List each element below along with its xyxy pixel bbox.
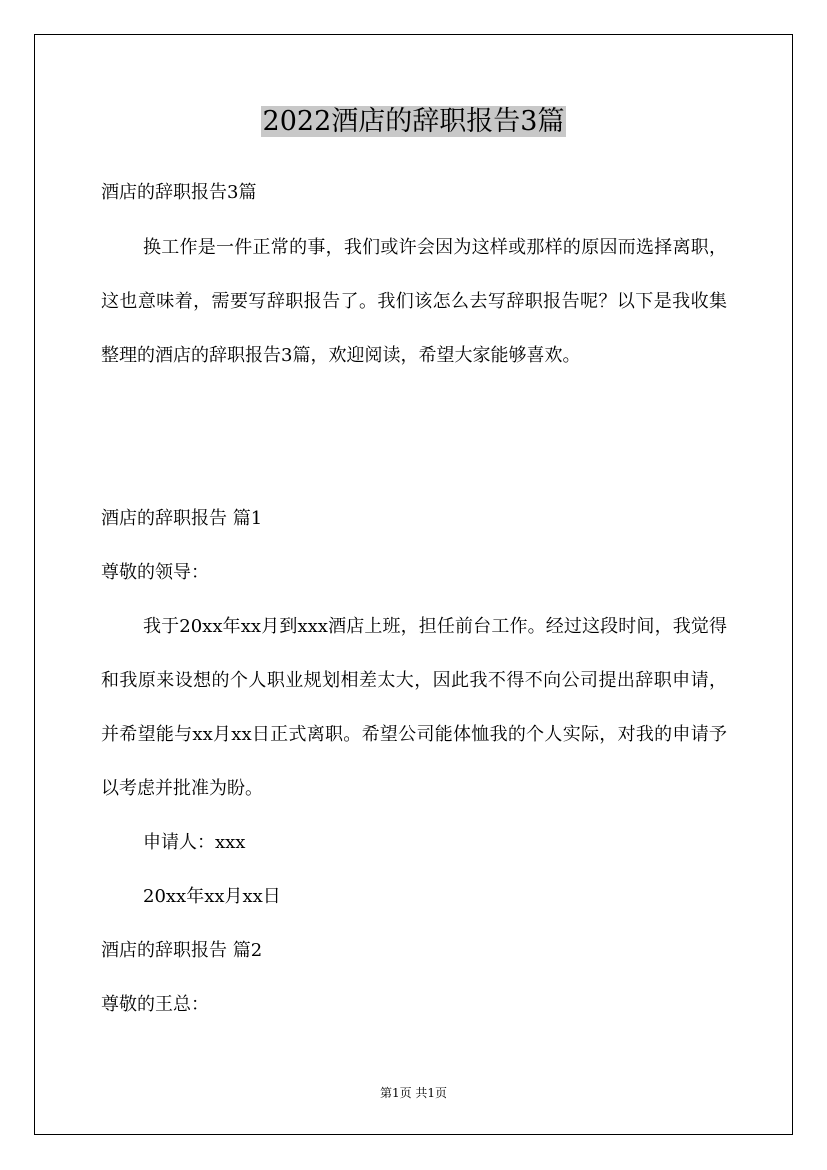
section-1-date: 20xx年xx月xx日 xyxy=(143,886,281,907)
document-title xyxy=(0,102,827,142)
page-footer: 第1页 共1页 xyxy=(379,1086,448,1100)
intro-paragraph: 换工作是一件正常的事，我们或许会因为这样或那样的原因而选择离职，这也意味着，需要写辞职报告了。我们该怎么去写辞职报告呢？以下是我收集整理的酒店的辞职报告3篇，欢迎阅读，希望大家能够喜欢。 xyxy=(101,237,727,366)
document-title-text: 2022酒店的辞职报告3篇 xyxy=(262,106,565,137)
section-1-applicant: 申请人：xxx xyxy=(143,832,246,853)
section-1-heading: 酒店的辞职报告 篇1 xyxy=(101,508,263,529)
section-1-body: 我于20xx年xx月到xxx酒店上班，担任前台工作。经过这段时间，我觉得和我原来设想的个人职业规划相差太大，因此我不得不向公司提出辞职申请，并希望能与xx月xx日正式离职。希望公司能体恤我的个人实际，对我的申请予以考虑并批准为盼。 xyxy=(101,616,727,799)
section-2-salutation: 尊敬的王总： xyxy=(101,994,209,1015)
document-subtitle: 酒店的辞职报告3篇 xyxy=(101,182,257,203)
section-2-heading: 酒店的辞职报告 篇2 xyxy=(101,940,263,961)
section-1-salutation: 尊敬的领导： xyxy=(101,562,209,583)
